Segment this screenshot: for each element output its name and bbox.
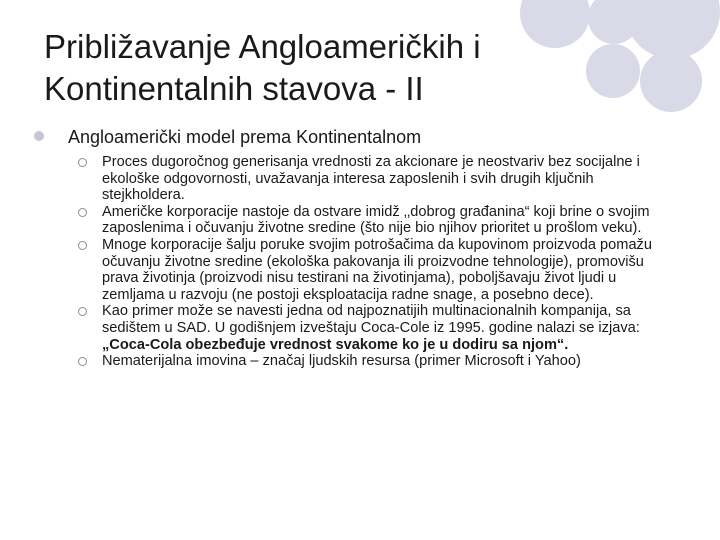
hollow-bullet-icon bbox=[78, 241, 87, 250]
hollow-bullet-icon bbox=[78, 357, 87, 366]
sub-bullet-item bbox=[78, 237, 678, 303]
hollow-bullet-icon bbox=[78, 158, 87, 167]
slide-title bbox=[44, 26, 564, 110]
sub-bullet-text: Mnoge korporacije šalju poruke svojim potrošačima da kupovinom proizvoda pomažu očuvanju životne sredine (ekološka pakovanja ili proizvodne tehnologije), promovišu prava životinja (proizvodi nisu testirani na životinjama), poboljšavaju život ljudi u zemljama u razvoju (ne postoji eksploatacija radne snage, a posebno dece). bbox=[102, 236, 652, 303]
sub-bullet-text: Američke korporacije nastoje da ostvare imidž ‚‚dobrog građanina“ koji brine o svojim zaposlenima i očuvanju životne sredine (što nije bio njihov prioritet u prošlom veku). bbox=[102, 203, 650, 237]
sub-bullet-list bbox=[78, 154, 678, 370]
sub-bullet-text: Proces dugoročnog generisanja vrednosti za akcionare je neostvariv bez socijalne i ekološke odgovornosti, uvažavanja interesa zaposlenih i svih drugih ključnih stejkholdera. bbox=[102, 154, 640, 204]
decor-circle-4 bbox=[586, 44, 640, 98]
bullet-icon bbox=[34, 131, 44, 141]
main-bullet-text: Angloamerički model prema Kontinentalnom bbox=[68, 127, 422, 147]
decor-circle-5 bbox=[640, 50, 702, 112]
sub-bullet-text: Kao primer može se navesti jedna od najpoznatijih multinacionalnih kompanija, sa sedištem u SAD. U godišnjem izveštaju Coca-Cole iz 1995. godine nalazi se izjava: bbox=[102, 303, 640, 336]
quote-bold-text: „Coca-Cola obezbeđuje vrednost svakome ko je u dodiru sa njom“. bbox=[102, 336, 569, 353]
sub-bullet-item bbox=[78, 154, 678, 204]
slide-title-line-1: Približavanje Angloameričkih i bbox=[44, 28, 481, 65]
sub-bullet-item bbox=[78, 303, 678, 353]
sub-bullet-text: Nematerijalna imovina – značaj ljudskih resursa (primer Microsoft i Yahoo) bbox=[102, 353, 581, 370]
slide-title-line-2: Kontinentalnih stavova - II bbox=[44, 70, 424, 107]
sub-bullet-item bbox=[78, 353, 678, 370]
hollow-bullet-icon bbox=[78, 307, 87, 316]
sub-bullet-item bbox=[78, 204, 678, 237]
hollow-bullet-icon bbox=[78, 208, 87, 217]
